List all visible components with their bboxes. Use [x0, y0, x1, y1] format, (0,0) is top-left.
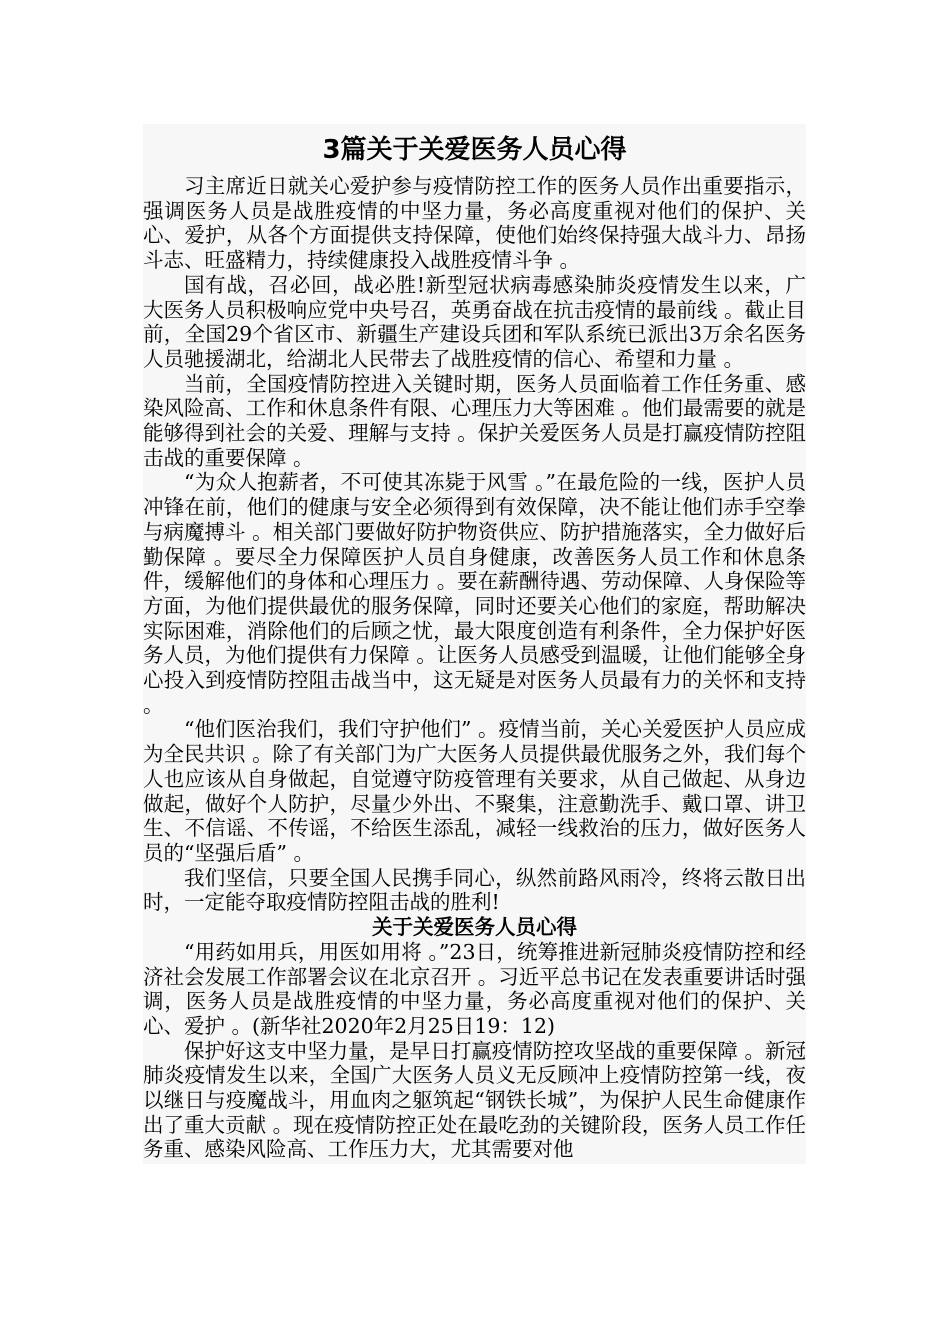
paragraph: 我们坚信，只要全国人民携手同心，纵然前路风雨冷，终将云散日出时，一定能夺取疫情防控阻击战的胜利!	[143, 865, 806, 915]
paragraph: “为众人抱薪者，不可使其冻毙于风雪 。”在最危险的一线，医护人员冲锋在前，他们的健康与安全必须得到有效保障，决不能让他们赤手空拳与病魔搏斗 。相关部门要做好防护物资供应、防护措施落实，全力做好后勤保障 。要尽全力保障医护人员自身健康，改善医务人员工作和休息条件，缓解他们的身体和心理压力 。要在薪酬待遇、劳动保障、人身保险等方面，为他们提供最优的服务保障，同时还要关心他们的家庭，帮助解决实际困难，消除他们的后顾之忧，最大限度创造有利条件，全力保护好医务人员，为他们提供有力保障 。让医务人员感受到温暖，让他们能够全身心投入到疫情防控阻击战当中，这无疑是对医务人员最有力的关怀和支持 。	[143, 470, 806, 717]
paragraph: 国有战，召必回，战必胜!新型冠状病毒感染肺炎疫情发生以来，广大医务人员积极响应党中央号召，英勇奋战在抗击疫情的最前线 。截止目前，全国29个省区市、新疆生产建设兵团和军队系统已派出3万余名医务人员驰援湖北，给湖北人民带去了战胜疫情的信心、希望和力量 。	[143, 272, 806, 371]
paragraph: 习主席近日就关心爱护参与疫情防控工作的医务人员作出重要指示，强调医务人员是战胜疫情的中坚力量，务必高度重视对他们的保护、关心、爱护，从各个方面提供支持保障，使他们始终保持强大战斗力、昂扬斗志、旺盛精力，持续健康投入战胜疫情斗争 。	[143, 174, 806, 273]
paragraph: 保护好这支中坚力量，是早日打赢疫情防控攻坚战的重要保障 。新冠肺炎疫情发生以来，全国广大医务人员义无反顾冲上疫情防控第一线，夜以继日与疫魔战斗，用血肉之躯筑起“钢铁长城”，为保护人民生命健康作出了重大贡献 。现在疫情防控正处在最吃劲的关键阶段，医务人员工作任务重、感染风险高、工作压力大，尤其需要对他	[143, 1038, 806, 1162]
paragraph: “用药如用兵，用医如用将 。”23日，统筹推进新冠肺炎疫情防控和经济社会发展工作部署会议在北京召开 。习近平总书记在发表重要讲话时强调，医务人员是战胜疫情的中坚力量，务必高度重视对他们的保护、关心、爱护 。(新华社2020年2月25日19：12)	[143, 939, 806, 1038]
paragraph: 当前，全国疫情防控进入关键时期，医务人员面临着工作任务重、感染风险高、工作和休息条件有限、心理压力大等困难 。他们最需要的就是能够得到社会的关爱、理解与支持 。保护关爱医务人员是打赢疫情防控阻击战的重要保障 。	[143, 371, 806, 470]
document-title: 3篇关于关爱医务人员心得	[322, 135, 627, 165]
paragraph: “他们医治我们，我们守护他们” 。疫情当前，关心关爱医护人员应成为全民共识 。除了有关部门为广大医务人员提供最优服务之外，我们每个人也应该从自身做起，自觉遵守防疫管理有关要求，从自己做起、从身边做起，做好个人防护，尽量少外出、不聚集，注意勤洗手、戴口罩、讲卫生、不信谣、不传谣，不给医生添乱，减轻一线救治的压力，做好医务人员的“坚强后盾” 。	[143, 717, 806, 865]
section-title: 关于关爱医务人员心得	[372, 915, 577, 940]
document-body	[143, 124, 806, 1164]
